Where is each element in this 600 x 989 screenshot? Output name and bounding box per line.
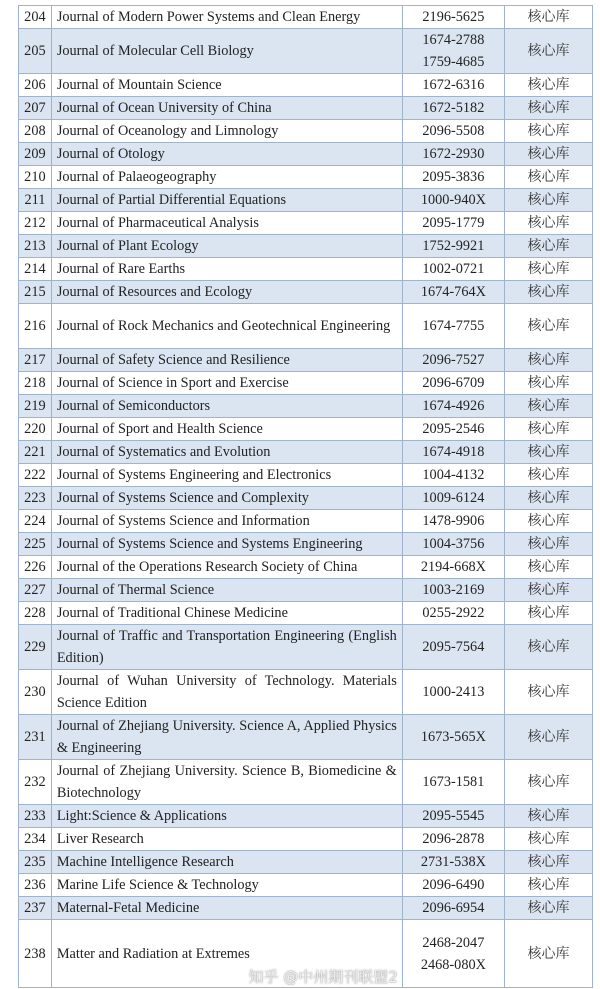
watermark: 知乎 @中州期刊联盟2 [248,968,398,986]
issn-value: 2096-6954 [422,900,485,916]
issn-cell [402,372,504,395]
issn-cell [402,556,504,579]
row-number: 218 [19,372,52,395]
issn-value: 2096-6490 [422,877,485,893]
journal-title [51,304,402,349]
table-row [19,464,593,487]
journal-title-text: Journal of Zhejiang University. Science A, Applied Physics & Engineering [56,718,397,756]
journal-title [51,828,402,851]
table-row [19,97,593,120]
table-row [19,805,593,828]
row-number: 232 [19,760,52,805]
issn-cell [402,533,504,556]
table-row [19,487,593,510]
table-row [19,349,593,372]
table-row [19,29,593,74]
journal-title [51,920,402,988]
issn-value: 2096-2878 [422,831,485,847]
journal-title-text: Journal of Partial Differential Equations [56,192,287,208]
journal-title-text: Journal of Modern Power Systems and Clean Energy [56,9,361,25]
journal-title [51,851,402,874]
table-row [19,281,593,304]
issn-value: 1674-2788 [422,32,485,48]
journal-title [51,395,402,418]
journal-title [51,670,402,715]
table-row [19,212,593,235]
journal-title [51,29,402,74]
status-cell: 核心库 [504,258,592,281]
status-cell: 核心库 [504,235,592,258]
journal-title-text: Machine Intelligence Research [56,854,234,870]
issn-cell [402,304,504,349]
journal-title [51,143,402,166]
status-cell: 核心库 [504,349,592,372]
issn-cell [402,143,504,166]
journal-title [51,487,402,510]
issn-value: 1003-2169 [422,582,485,598]
issn-value: 2095-5545 [422,808,485,824]
journal-title [51,556,402,579]
journal-title-text: Journal of Systematics and Evolution [56,444,271,460]
row-number: 212 [19,212,52,235]
status-cell: 核心库 [504,579,592,602]
status-cell: 核心库 [504,897,592,920]
status-cell: 核心库 [504,487,592,510]
table-row [19,258,593,281]
status-cell: 核心库 [504,212,592,235]
issn-value: 2096-6709 [422,375,485,391]
issn-cell [402,29,504,74]
row-number: 229 [19,625,52,670]
journal-title-text: Journal of Mountain Science [56,77,222,93]
table-row [19,760,593,805]
issn-cell [402,828,504,851]
status-cell: 核心库 [504,166,592,189]
issn-cell [402,897,504,920]
issn-cell [402,602,504,625]
table-row [19,828,593,851]
issn-cell [402,579,504,602]
status-cell: 核心库 [504,6,592,29]
status-cell: 核心库 [504,464,592,487]
issn-value: 1674-4926 [422,398,485,414]
row-number: 213 [19,235,52,258]
table-row [19,235,593,258]
status-cell: 核心库 [504,874,592,897]
table-row [19,897,593,920]
issn-value: 2095-2546 [422,421,485,437]
row-number: 238 [19,920,52,988]
issn-value: 1672-2930 [422,146,485,162]
journal-title-text: Journal of Pharmaceutical Analysis [56,215,259,231]
row-number: 231 [19,715,52,760]
row-number: 227 [19,579,52,602]
journal-title-text: Journal of Resources and Ecology [56,284,253,300]
journal-title-text: Journal of Otology [56,146,165,162]
issn-cell [402,349,504,372]
issn-cell [402,281,504,304]
status-cell: 核心库 [504,556,592,579]
journal-title-text: Journal of Science in Sport and Exercise [56,375,289,391]
journal-title [51,464,402,487]
journal-title-text: Maternal-Fetal Medicine [56,900,200,916]
table-row [19,920,593,988]
table-row [19,510,593,533]
journal-title [51,281,402,304]
row-number: 221 [19,441,52,464]
journal-title-text: Journal of Ocean University of China [56,100,272,116]
status-cell: 核心库 [504,805,592,828]
row-number: 210 [19,166,52,189]
row-number: 224 [19,510,52,533]
journal-title-text: Journal of Oceanology and Limnology [56,123,279,139]
row-number: 228 [19,602,52,625]
status-cell: 核心库 [504,372,592,395]
issn-cell [402,120,504,143]
row-number: 214 [19,258,52,281]
issn-value: 1478-9906 [422,513,485,529]
row-number: 234 [19,828,52,851]
issn-value: 2468-2047 [422,934,485,951]
row-number: 226 [19,556,52,579]
table-row [19,851,593,874]
issn-value: 1673-565X [420,729,486,745]
table-row [19,372,593,395]
journal-title [51,258,402,281]
status-cell: 核心库 [504,189,592,212]
row-number: 206 [19,74,52,97]
table-row [19,418,593,441]
issn-value: 1674-7755 [422,318,485,334]
issn-cell [402,760,504,805]
journal-title [51,805,402,828]
issn-value: 1673-1581 [422,774,485,790]
table-row [19,74,593,97]
journal-title-text: Journal of the Operations Research Society of China [56,559,358,575]
journal-title-text: Journal of Wuhan University of Technology. Materials Science Edition [56,673,397,711]
journal-title-text: Journal of Semiconductors [56,398,211,414]
status-cell: 核心库 [504,828,592,851]
issn-cell [402,805,504,828]
issn-cell [402,258,504,281]
issn-cell [402,510,504,533]
issn-cell [402,464,504,487]
issn-value: 1004-4132 [422,467,485,483]
row-number: 211 [19,189,52,212]
issn-value: 2096-5508 [422,123,485,139]
status-cell: 核心库 [504,97,592,120]
issn-value: 1672-6316 [422,77,485,93]
table-row [19,395,593,418]
issn-value: 0255-2922 [422,605,485,621]
issn-cell [402,441,504,464]
issn-cell [402,97,504,120]
issn-cell [402,212,504,235]
issn-value: 1004-3756 [422,536,485,552]
table-row [19,556,593,579]
issn-value: 2095-1779 [422,215,485,231]
issn-value: 1009-6124 [422,490,485,506]
journal-title-text: Marine Life Science & Technology [56,877,259,893]
status-cell: 核心库 [504,120,592,143]
journal-title [51,6,402,29]
issn-value: 2095-3836 [422,169,485,185]
issn-value: 1672-5182 [422,100,485,116]
status-cell: 核心库 [504,510,592,533]
issn-cell [402,625,504,670]
journal-title-text: Journal of Plant Ecology [56,238,199,254]
status-cell: 核心库 [504,533,592,556]
journal-title-text: Journal of Sport and Health Science [56,421,263,437]
issn-cell [402,851,504,874]
journal-title [51,441,402,464]
table-row [19,874,593,897]
status-cell: 核心库 [504,715,592,760]
table-row [19,670,593,715]
journal-title-text: Journal of Safety Science and Resilience [56,352,290,368]
journal-title [51,189,402,212]
issn-value: 1752-9921 [422,238,485,254]
status-cell: 核心库 [504,143,592,166]
status-cell: 核心库 [504,625,592,670]
journal-title [51,533,402,556]
row-number: 209 [19,143,52,166]
status-cell: 核心库 [504,602,592,625]
journal-title [51,760,402,805]
issn-value: 2096-7527 [422,352,485,368]
status-cell: 核心库 [504,304,592,349]
issn-cell [402,6,504,29]
journal-title [51,418,402,441]
table-row [19,533,593,556]
row-number: 215 [19,281,52,304]
journal-title [51,715,402,760]
journal-table [18,5,593,988]
table-row [19,166,593,189]
issn-cell [402,166,504,189]
journal-title [51,874,402,897]
journal-title [51,579,402,602]
journal-title [51,372,402,395]
table-row [19,625,593,670]
row-number: 222 [19,464,52,487]
issn-cell [402,715,504,760]
journal-title-text: Journal of Rare Earths [56,261,186,277]
row-number: 205 [19,29,52,74]
journal-title [51,166,402,189]
status-cell: 核心库 [504,851,592,874]
issn-cell [402,418,504,441]
row-number: 207 [19,97,52,120]
journal-title-text: Journal of Molecular Cell Biology [56,43,254,59]
status-cell: 核心库 [504,29,592,74]
row-number: 235 [19,851,52,874]
issn-value: 1759-4685 [422,54,485,70]
row-number: 219 [19,395,52,418]
row-number: 233 [19,805,52,828]
status-cell: 核心库 [504,920,592,988]
issn-cell [402,920,504,988]
issn-value: 1674-4918 [422,444,485,460]
status-cell: 核心库 [504,441,592,464]
issn-cell [402,395,504,418]
issn-cell [402,670,504,715]
row-number: 217 [19,349,52,372]
journal-title [51,97,402,120]
journal-title [51,897,402,920]
journal-title-text: Journal of Palaeogeography [56,169,217,185]
issn-value: 2731-538X [420,854,486,870]
issn-value: 2095-7564 [422,639,485,655]
row-number: 230 [19,670,52,715]
row-number: 204 [19,6,52,29]
status-cell: 核心库 [504,670,592,715]
journal-title [51,212,402,235]
table-row [19,715,593,760]
journal-title-text: Journal of Systems Science and Information [56,513,310,529]
row-number: 236 [19,874,52,897]
journal-title-text: Matter and Radiation at Extremes [56,945,250,962]
table-row [19,304,593,349]
journal-title [51,74,402,97]
row-number: 220 [19,418,52,441]
table-row [19,6,593,29]
status-cell: 核心库 [504,418,592,441]
table-row [19,189,593,212]
issn-cell [402,874,504,897]
journal-title-text: Journal of Traditional Chinese Medicine [56,605,288,621]
journal-title-text: Light:Science & Applications [56,808,227,824]
journal-title-text: Journal of Systems Engineering and Electronics [56,467,332,483]
journal-title [51,625,402,670]
table-row [19,602,593,625]
table-row [19,441,593,464]
issn-value: 2194-668X [420,559,486,575]
journal-title [51,510,402,533]
journal-title-text: Journal of Rock Mechanics and Geotechnical Engineering [56,318,391,334]
issn-value: 2468-080X [420,956,486,973]
issn-cell [402,487,504,510]
table-row [19,120,593,143]
row-number: 223 [19,487,52,510]
journal-title [51,349,402,372]
journal-title [51,120,402,143]
journal-title [51,602,402,625]
issn-value: 1674-764X [420,284,486,300]
issn-value: 1000-2413 [422,684,485,700]
row-number: 225 [19,533,52,556]
issn-cell [402,235,504,258]
journal-title-text: Journal of Thermal Science [56,582,215,598]
table-row [19,579,593,602]
journal-title-text: Journal of Zhejiang University. Science B, Biomedicine & Biotechnology [56,763,397,801]
row-number: 237 [19,897,52,920]
row-number: 216 [19,304,52,349]
journal-title-text: Journal of Systems Science and Complexity [56,490,309,506]
issn-value: 2196-5625 [422,9,485,25]
issn-cell [402,74,504,97]
status-cell: 核心库 [504,395,592,418]
journal-title-text: Liver Research [56,831,144,847]
journal-title-text: Journal of Systems Science and Systems Engineering [56,536,363,552]
status-cell: 核心库 [504,760,592,805]
journal-title-text: Journal of Traffic and Transportation Engineering (English Edition) [56,628,397,666]
journal-title [51,235,402,258]
issn-cell [402,189,504,212]
status-cell: 核心库 [504,281,592,304]
status-cell: 核心库 [504,74,592,97]
issn-value: 1002-0721 [422,261,485,277]
table-row [19,143,593,166]
issn-value: 1000-940X [420,192,486,208]
row-number: 208 [19,120,52,143]
